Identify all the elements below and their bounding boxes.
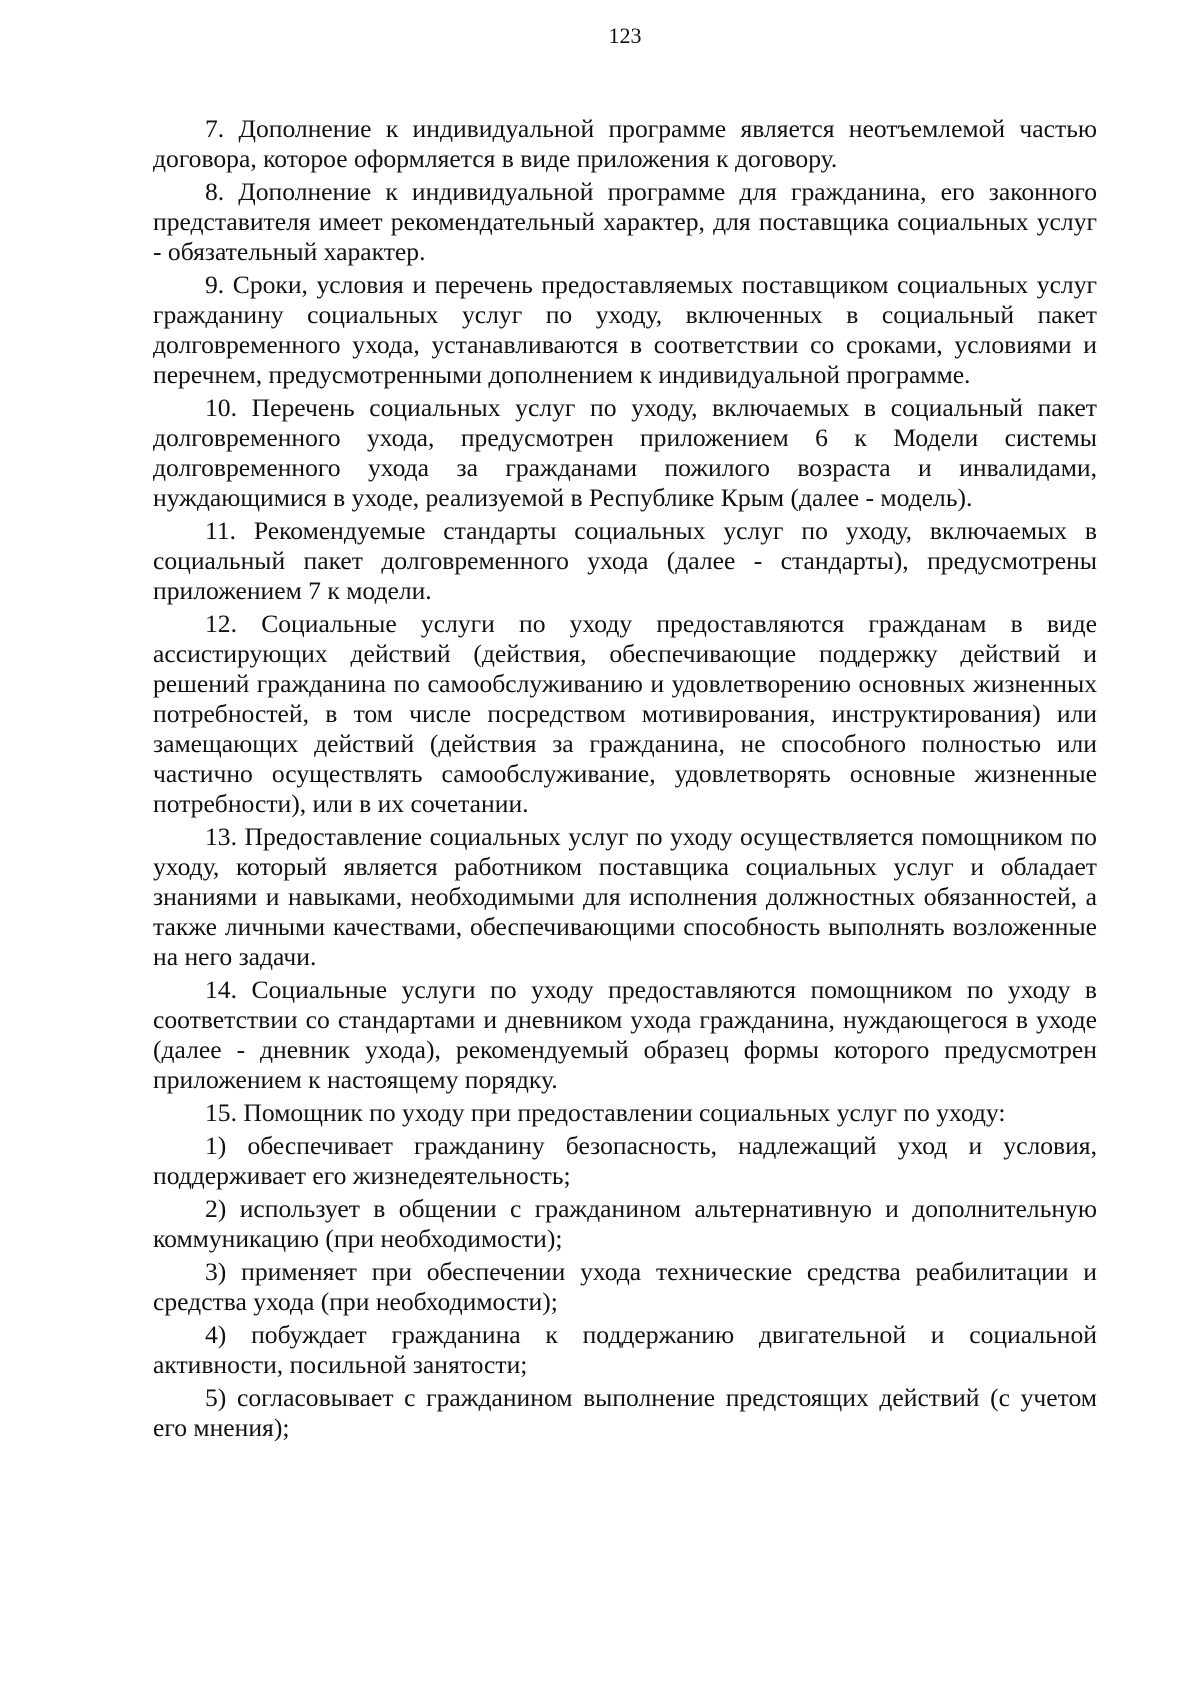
item-text: согласовывает с гражданином выполнение предстоящих действий (с учетом его мнения); [153,1383,1097,1442]
list-item-1 [153,1131,1097,1191]
paragraph-14 [153,975,1097,1095]
paragraph-text: Перечень социальных услуг по уходу, включаемых в социальный пакет долговременного ухода, предусмотрен приложением 6 к Модели системы долговременного ухода за гражданами пожилого возраста и инвалидами, нуждающимися в уходе, реализуемой в Республике Крым (далее - модель). [153,393,1097,512]
item-text: обеспечивает гражданину безопасность, надлежащий уход и условия, поддерживает его жизнедеятельность; [153,1131,1097,1190]
item-number: 5) [205,1383,227,1412]
item-number: 4) [205,1320,227,1349]
paragraph-number: 12. [205,609,237,638]
list-item-5 [153,1383,1097,1443]
paragraph-number: 14. [205,975,237,1004]
item-number: 3) [205,1257,227,1286]
paragraph-11 [153,516,1097,606]
paragraph-text: Дополнение к индивидуальной программе для гражданина, его законного представителя имеет рекомендательный характер, для поставщика социальных услуг - обязательный характер. [153,177,1097,266]
list-item-4 [153,1320,1097,1380]
item-text: побуждает гражданина к поддержанию двигательной и социальной активности, посильной занятости; [153,1320,1097,1379]
list-item-2 [153,1194,1097,1254]
paragraph-number: 7. [205,114,225,143]
paragraph-number: 8. [205,177,225,206]
paragraph-number: 10. [205,393,237,422]
paragraph-9 [153,270,1097,390]
item-text: применяет при обеспечении ухода технические средства реабилитации и средства ухода (при необходимости); [153,1257,1097,1316]
paragraph-number: 9. [205,270,225,299]
paragraph-8 [153,177,1097,267]
paragraph-13 [153,822,1097,972]
paragraph-text: Социальные услуги по уходу предоставляются помощником по уходу в соответствии со стандартами и дневником ухода гражданина, нуждающегося в уходе (далее - дневник ухода), рекомендуемый образец формы которого предусмотрен приложением к настоящему порядку. [153,975,1097,1094]
item-number: 1) [205,1131,227,1160]
paragraph-number: 15. [205,1098,237,1127]
paragraph-text: Социальные услуги по уходу предоставляются гражданам в виде ассистирующих действий (действия, обеспечивающие поддержку действий и решений гражданина по самообслуживанию и удовлетворению основных жизненных потребностей, в том числе посредством мотивирования, инструктирования) или замещающих действий (действия за гражданина, не способного полностью или частично осуществлять самообслуживание, удовлетворять основные жизненные потребности), или в их сочетании. [153,609,1097,818]
item-text: использует в общении с гражданином альтернативную и дополнительную коммуникацию (при необходимости); [153,1194,1097,1253]
paragraph-text: Сроки, условия и перечень предоставляемых поставщиком социальных услуг гражданину социальных услуг по уходу, включенных в социальный пакет долговременного ухода, устанавливаются в соответствии со сроками, условиями и перечнем, предусмотренными дополнением к индивидуальной программе. [153,270,1097,389]
list-item-3 [153,1257,1097,1317]
paragraph-text: Предоставление социальных услуг по уходу осуществляется помощником по уходу, который является работником поставщика социальных услуг и обладает знаниями и навыками, необходимыми для исполнения должностных обязанностей, а также личными качествами, обеспечивающими способность выполнять возложенные на него задачи. [153,822,1097,971]
paragraph-text: Помощник по уходу при предоставлении социальных услуг по уходу: [243,1098,1006,1127]
page-number: 123 [608,23,642,48]
item-number: 2) [205,1194,227,1223]
paragraph-number: 13. [205,822,237,851]
paragraph-7 [153,114,1097,174]
paragraph-15 [153,1098,1097,1128]
paragraph-number: 11. [205,516,237,545]
document-body [153,114,1097,1443]
paragraph-text: Дополнение к индивидуальной программе является неотъемлемой частью договора, которое оформляется в виде приложения к договору. [153,114,1097,173]
paragraph-12 [153,609,1097,819]
paragraph-10 [153,393,1097,513]
paragraph-text: Рекомендуемые стандарты социальных услуг по уходу, включаемых в социальный пакет долговременного ухода (далее - стандарты), предусмотрены приложением 7 к модели. [153,516,1097,605]
